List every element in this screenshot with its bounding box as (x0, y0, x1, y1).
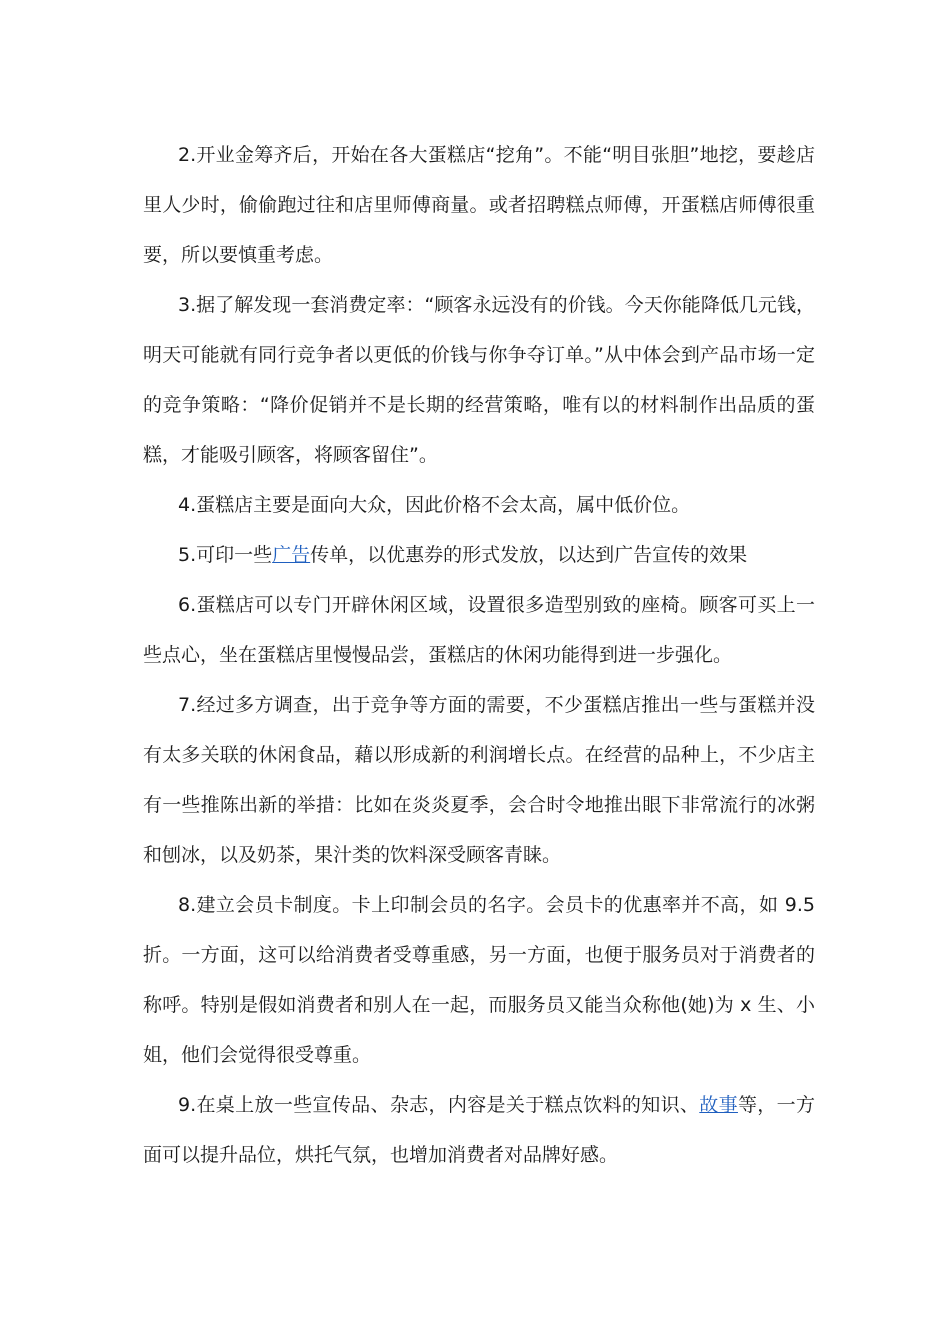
document-body (143, 130, 815, 1180)
paragraph-9-text-after: 等，一方面可以提升品位，烘托气氛，也增加消费者对品牌好感。 (143, 1094, 815, 1166)
advertisement-link[interactable]: 广告 (272, 544, 311, 566)
paragraph-2: 2.开业金筹齐后，开始在各大蛋糕店“挖角”。不能“明目张胆”地挖，要趁店里人少时，偷偷跑过往和店里师傅商量。或者招聘糕点师傅，开蛋糕店师傅很重要，所以要慎重考虑。 (143, 144, 815, 266)
paragraph-6: 6.蛋糕店可以专门开辟休闲区域，设置很多造型别致的座椅。顾客可买上一些点心，坐在蛋糕店里慢慢品尝，蛋糕店的休闲功能得到进一步强化。 (143, 594, 815, 666)
paragraph-5-text-before: 5.可印一些 (178, 544, 273, 566)
story-link[interactable]: 故事 (699, 1094, 738, 1116)
paragraph-9 (143, 1080, 815, 1180)
paragraph-9-text-before: 9.在桌上放一些宣传品、杂志，内容是关于糕点饮料的知识、 (178, 1094, 700, 1116)
paragraph-3: 3.据了解发现一套消费定率：“顾客永远没有的价钱。今天你能降低几元钱，明天可能就有同行竞争者以更低的价钱与你争夺订单。”从中体会到产品市场一定的竞争策略：“降价促销并不是长期的经营策略，唯有以的材料制作出品质的蛋糕，才能吸引顾客，将顾客留住”。 (143, 294, 815, 466)
paragraph-5 (143, 530, 815, 580)
paragraph-4: 4.蛋糕店主要是面向大众，因此价格不会太高，属中低价位。 (178, 494, 691, 516)
paragraph-8: 8.建立会员卡制度。卡上印制会员的名字。会员卡的优惠率并不高，如 9.5 折。一方面，这可以给消费者受尊重感，另一方面，也便于服务员对于消费者的称呼。特别是假如消费者和别人在一起，而服务员又能当众称他(她)为 x 生、小姐，他们会觉得很受尊重。 (143, 894, 815, 1066)
paragraph-7: 7.经过多方调查，出于竞争等方面的需要，不少蛋糕店推出一些与蛋糕并没有太多关联的休闲食品，藉以形成新的利润增长点。在经营的品种上，不少店主有一些推陈出新的举措：比如在炎炎夏季，会合时令地推出眼下非常流行的冰粥和刨冰，以及奶茶，果汁类的饮料深受顾客青睐。 (143, 694, 815, 866)
paragraph-5-text-after: 传单，以优惠券的形式发放，以达到广告宣传的效果 (310, 544, 748, 566)
